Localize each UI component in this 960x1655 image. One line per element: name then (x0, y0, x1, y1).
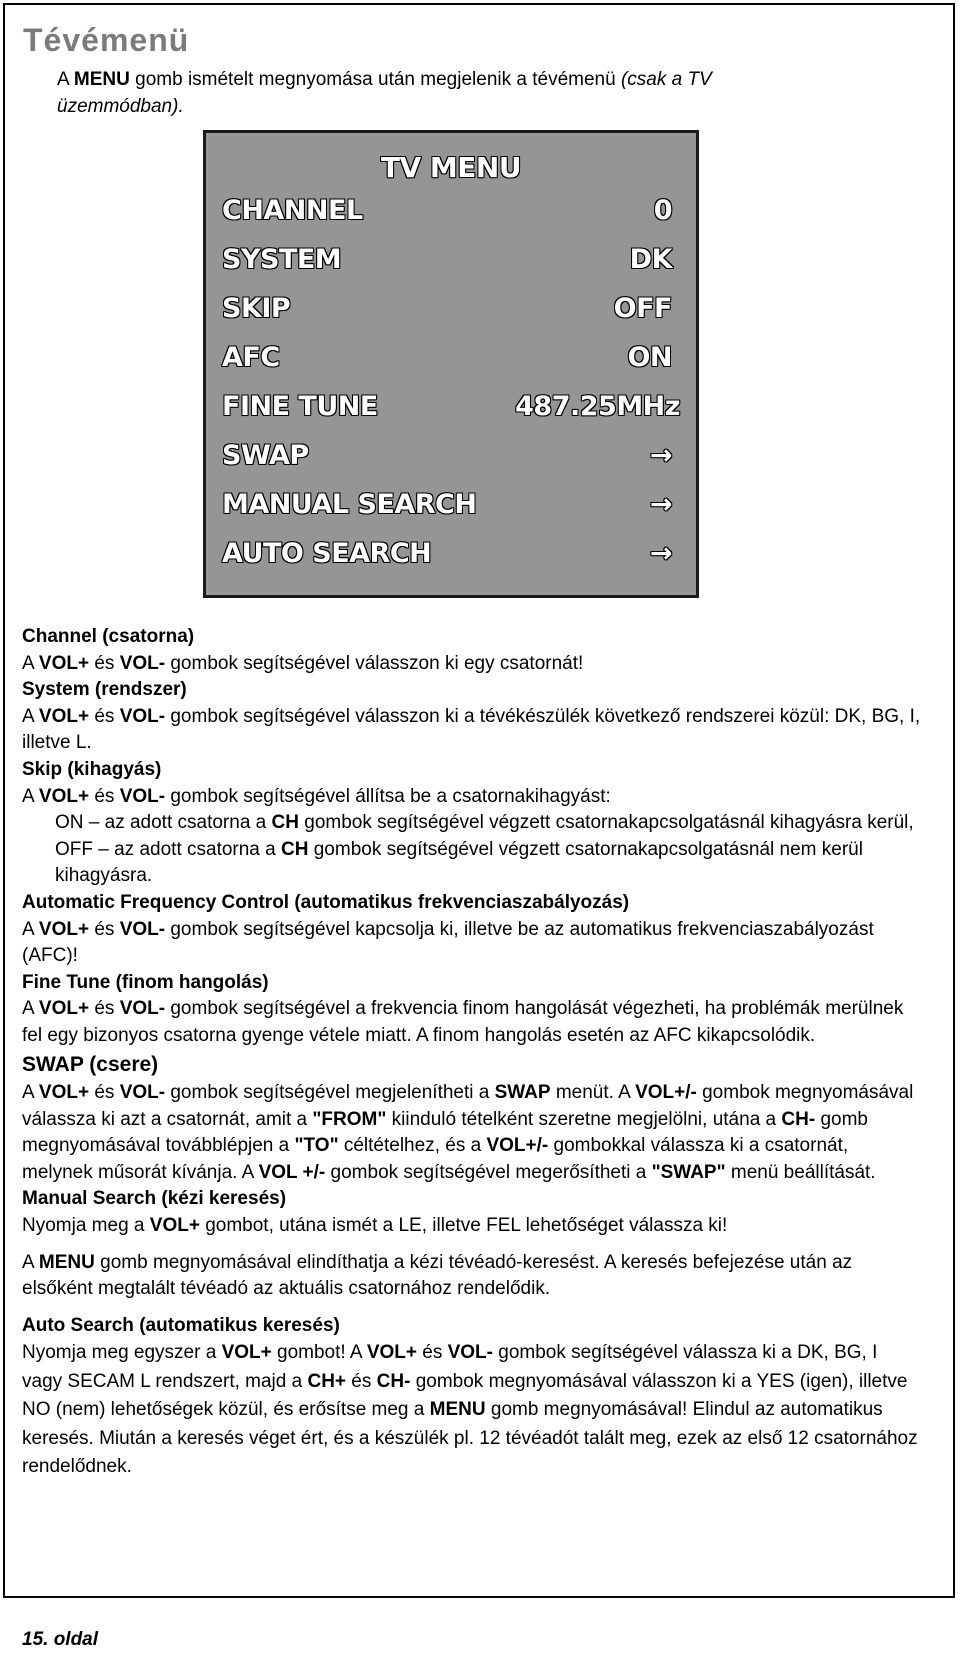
text-skip-off: OFF – az adott csatorna a CH gombok segítségével végzett csatornakapcsolgatásnál nem kerül kihagyásra. (55, 838, 863, 887)
heading-system: System (rendszer) (22, 679, 187, 701)
heading-auto-search: Auto Search (automatikus keresés) (22, 1314, 340, 1336)
heading-swap: SWAP (csere) (22, 1052, 159, 1076)
tv-menu-row-afc: AFC ON (222, 342, 672, 373)
text-channel: A VOL+ és VOL- gombok segítségével válasszon ki egy csatornát! (22, 652, 584, 674)
tv-menu-title: TV MENU (380, 151, 522, 184)
text-afc: A VOL+ és VOL- gombok segítségével kapcsolja ki, illetve be az automatikus frekvenciaszabályozást (AFC)! (22, 918, 874, 967)
heading-fine-tune: Fine Tune (finom hangolás) (22, 971, 269, 993)
text-system: A VOL+ és VOL- gombok segítségével válasszon ki a tévékészülék következő rendszerei közül: DK, BG, I, illetve L. (22, 705, 921, 754)
intro-text: A MENU gomb ismételt megnyomása után megjelenik a tévémenü (csak a TV üzemmódban). (57, 69, 712, 117)
heading-channel: Channel (csatorna) (22, 626, 195, 647)
manual-body (22, 624, 922, 1482)
tv-menu-row-swap: SWAP → (222, 440, 672, 471)
text-skip: A VOL+ és VOL- gombok segítségével állítsa be a csatornakihagyást: (22, 785, 611, 807)
tv-menu-row-fine-tune: FINE TUNE 487.25MHz (222, 391, 680, 422)
page-number: 15. oldal (22, 1629, 99, 1650)
tv-menu-row-auto-search: AUTO SEARCH → (222, 538, 672, 569)
text-manual-search-2: A MENU gomb megnyomásával elindíthatja a kézi tévéadó-keresést. A keresés befejezése után az elsőként megtalált tévéadó az aktuális csatornához rendelődik. (22, 1251, 853, 1300)
tv-menu-row-channel: CHANNEL 0 (222, 195, 672, 226)
tv-menu-row-skip: SKIP OFF (222, 293, 672, 324)
arrow-right-icon: → (649, 440, 672, 471)
text-skip-on: ON – az adott csatorna a CH gombok segítségével végzett csatornakapcsolgatásnál kihagyásra kerül, (55, 812, 914, 834)
heading-manual-search: Manual Search (kézi keresés) (22, 1188, 287, 1210)
text-fine-tune: A VOL+ és VOL- gombok segítségével a frekvencia finom hangolását végezheti, ha problémák merülnek fel egy bizonyos csatorna gyenge vétele miatt. A finom hangolás esetén az AFC kikapcsolódik. (22, 998, 904, 1046)
tv-menu-row-system: SYSTEM DK (222, 244, 672, 275)
page-title: Tévémenü (23, 22, 190, 58)
heading-skip: Skip (kihagyás) (22, 758, 162, 780)
tv-menu-screenshot (203, 130, 699, 598)
arrow-right-icon: → (649, 538, 672, 569)
text-swap: A VOL+ és VOL- gombok segítségével megjelenítheti a SWAP menüt. A VOL+/- gombok megnyomásával válassza ki azt a csatornát, amit a "FROM" kiinduló tételként szeretne megjelölni, utána a CH- gomb megnyomásával továbblépjen a "TO" céltételhez, és a VOL+/- gombokkal válassza ki a csatornát, melynek műsorát kívánja. A VOL +/- gombok segítségével megerősítheti a "SWAP" menü beállítását. (22, 1082, 914, 1183)
tv-menu-row-manual-search: MANUAL SEARCH → (222, 489, 672, 520)
arrow-right-icon: → (649, 489, 672, 520)
heading-afc: Automatic Frequency Control (automatikus frekvenciaszabályozás) (22, 891, 630, 913)
text-manual-search-1: Nyomja meg a VOL+ gombot, utána ismét a LE, illetve FEL lehetőséget válassza ki! (22, 1215, 728, 1237)
text-auto-search: Nyomja meg egyszer a VOL+ gombot! A VOL+ és VOL- gombok segítségével válassza ki a DK, BG, I vagy SECAM L rendszert, majd a CH+ és CH- gombok megnyomásával válasszon ki a YES (igen), illetve NO (nem) lehetőségek közül, és erősítse meg a MENU gomb megnyomásával! Elindul az automatikus keresés. Miután a keresés véget ért, és a készülék pl. 12 tévéadót talált meg, ezek az első 12 csatornához rendelődnek. (22, 1342, 918, 1478)
